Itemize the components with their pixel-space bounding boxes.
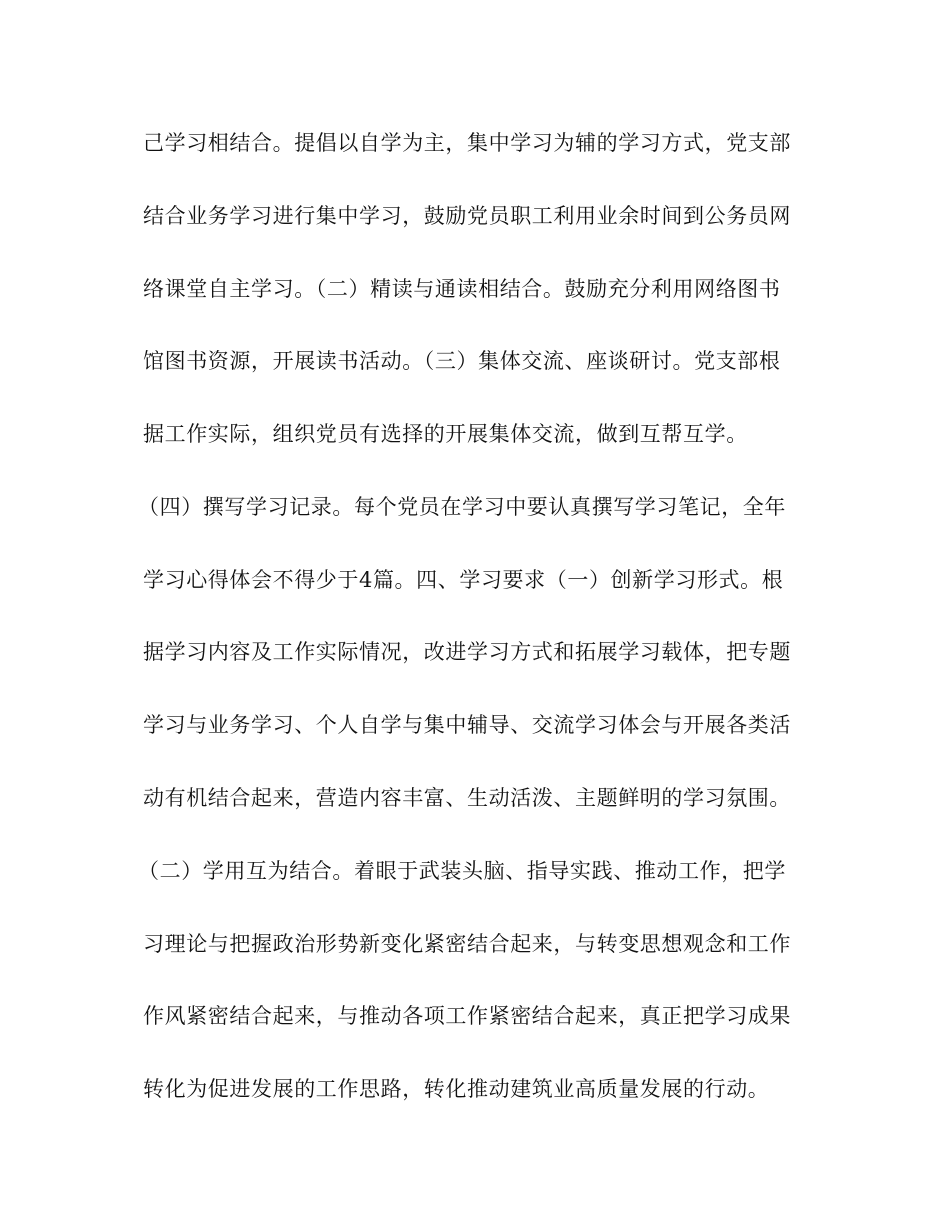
text-line: 习理论与把握政治形势新变化紧密结合起来，与转变思想观念和工作 bbox=[143, 932, 791, 956]
text-line: 学习心得体会不得少于4篇。四、学习要求（一）创新学习形式。根 bbox=[143, 568, 784, 592]
text-line: 作风紧密结合起来，与推动各项工作紧密结合起来，真正把学习成果 bbox=[143, 1004, 791, 1028]
text-line: 学习与业务学习、个人自学与集中辅导、交流学习体会与开展各类活 bbox=[143, 713, 791, 737]
text-line: 据工作实际，组织党员有选择的开展集体交流，做到互帮互学。 bbox=[143, 422, 748, 446]
text-line: 据学习内容及工作实际情况，改进学习方式和拓展学习载体，把专题 bbox=[143, 640, 791, 664]
text-line: （二）学用互为结合。着眼于武装头脑、指导实践、推动工作，把学 bbox=[138, 859, 786, 883]
text-line: 结合业务学习进行集中学习，鼓励党员职工利用业余时间到公务员网 bbox=[143, 204, 791, 228]
text-line: 络课堂自主学习。（二）精读与通读相结合。鼓励充分利用网络图书 bbox=[143, 277, 781, 301]
text-line: （四）撰写学习记录。每个党员在学习中要认真撰写学习笔记，全年 bbox=[138, 495, 786, 519]
text-line: 转化为促进发展的工作思路，转化推动建筑业高质量发展的行动。 bbox=[143, 1077, 770, 1101]
text-line: 馆图书资源，开展读书活动。（三）集体交流、座谈研讨。党支部根 bbox=[143, 349, 781, 373]
text-line: 己学习相结合。提倡以自学为主，集中学习为辅的学习方式，党支部 bbox=[143, 131, 791, 155]
text-line: 动有机结合起来，营造内容丰富、生动活泼、主题鲜明的学习氛围。 bbox=[143, 786, 791, 810]
